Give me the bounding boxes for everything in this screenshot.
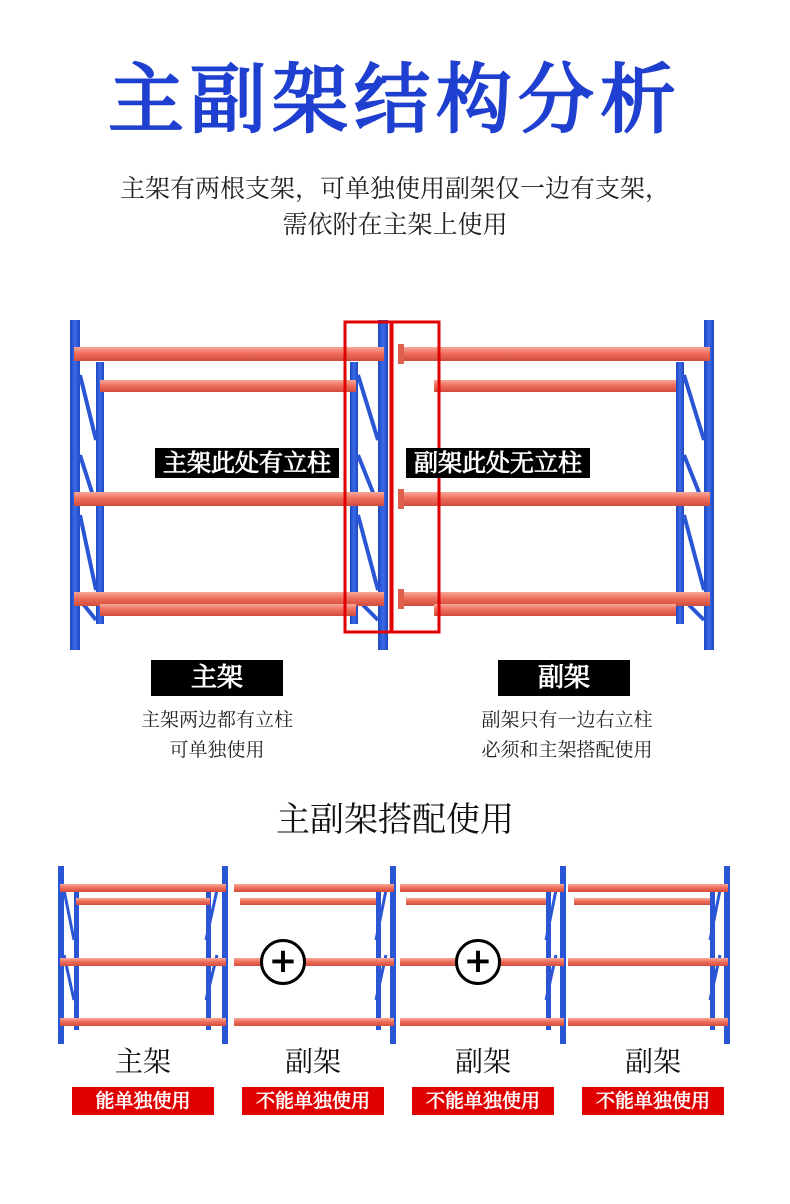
combo-usage-badge-4: 不能单独使用 (582, 1087, 724, 1115)
combo-unit-label-2: 副架 (284, 1045, 341, 1078)
main-frame-desc-line-2: 可单独使用 (169, 739, 265, 761)
combo-usage-badge-1: 能单独使用 (72, 1087, 214, 1115)
main-frame-tag: 主架 (151, 660, 283, 696)
main-frame-beams (74, 347, 384, 616)
subtitle-line-1: 主架有两根支架，可单独使用副架仅一边有支架， (119, 174, 670, 203)
combo-usage-badge-3: 不能单独使用 (412, 1087, 554, 1115)
combo-unit-label-3: 副架 (454, 1045, 511, 1078)
sub-frame-desc-line-1: 副架只有一边右立柱 (481, 709, 653, 731)
sub-frame-beams (398, 344, 710, 616)
main-frame-desc-line-1: 主架两边都有立柱 (140, 709, 293, 731)
plus-icon: + (260, 939, 306, 985)
main-post-callout: 主架此处有立柱 (155, 448, 339, 478)
page-title: 主副架结构分析 (108, 55, 682, 144)
combo-rack-diagram (0, 860, 790, 1050)
rack-diagram (0, 300, 790, 670)
combo-unit-label-1: 主架 (114, 1045, 171, 1078)
combo-sub-unit-1 (234, 866, 396, 1044)
sub-post-callout: 副架此处无立柱 (406, 448, 590, 478)
plus-icon: + (455, 939, 501, 985)
sub-frame-tag: 副架 (498, 660, 630, 696)
combo-sub-unit-3 (568, 866, 730, 1044)
combo-unit-label-4: 副架 (624, 1045, 681, 1078)
sub-frame-desc-line-2: 必须和主架搭配使用 (481, 739, 653, 761)
combo-usage-badge-2: 不能单独使用 (242, 1087, 384, 1115)
combo-main-unit (58, 866, 228, 1044)
combo-title: 主副架搭配使用 (276, 800, 514, 840)
subtitle-line-2: 需依附在主架上使用 (282, 210, 508, 239)
